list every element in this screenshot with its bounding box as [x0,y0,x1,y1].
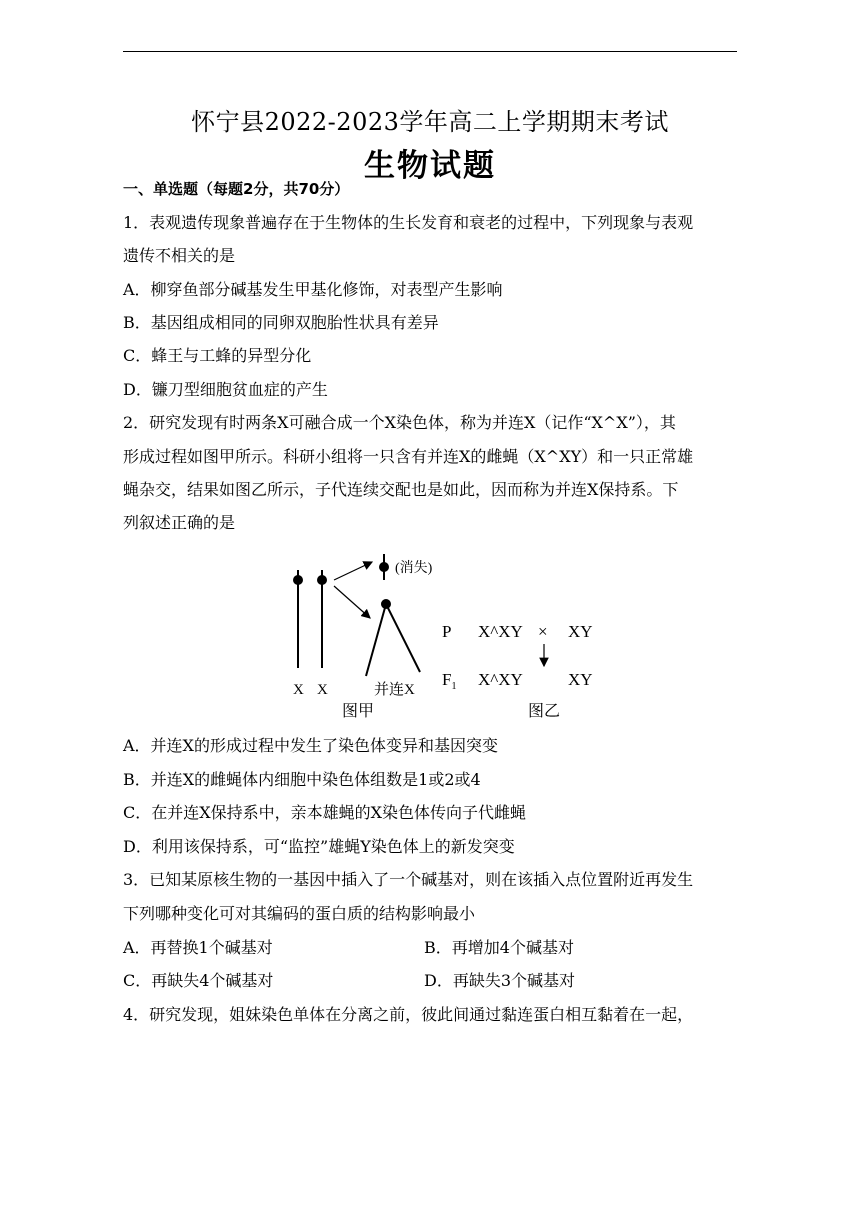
q3-option-c: C．再缺失4个碱基对 [123,971,274,990]
q2-stem-line4: 列叙述正确的是 [123,513,236,532]
q1-stem-line2: 遗传不相关的是 [123,246,236,265]
exam-title: 怀宁县2022-2023学年高二上学期期末考试 [191,108,669,136]
header-rule [123,51,737,52]
q3-option-a: A．再替换1个碱基对 [123,938,273,957]
p-female: X^XY [478,622,523,641]
attached-x-left [366,604,386,676]
q1-stem-line1: 1．表观遗传现象普遍存在于生物体的生长发育和衰老的过程中，下列现象与表观 [123,213,694,232]
q2-stem-line2: 形成过程如图甲所示。科研小组将一只含有并连X的雌蝇（X^XY）和一只正常雄 [123,447,694,466]
q2-option-d: D．利用该保持系，可“监控”雄蝇Y染色体上的新发突变 [123,837,515,856]
lost-centromere [379,562,389,572]
q2-stem-line3: 蝇杂交，结果如图乙所示，子代连续交配也是如此，因而称为并连X保持系。下 [123,480,679,499]
caption-figure-b: 图乙 [528,703,561,720]
attached-x-right [386,604,420,672]
q3-stem-line2: 下列哪种变化可对其编码的蛋白质的结构影响最小 [123,904,476,923]
attached-centromere [381,599,391,609]
q2-stem-line1: 2．研究发现有时两条X可融合成一个X染色体，称为并连X（记作“X^X”），其 [123,413,676,432]
q1-option-c: C．蜂王与工蜂的异型分化 [123,346,312,365]
centromere-x2 [317,575,327,585]
label-lost: (消失) [395,561,433,576]
label-x2: X [317,682,328,698]
p-male: XY [568,622,593,641]
section-heading: 一、单选题（每题2分，共70分） [123,180,350,198]
q3-option-d: D．再缺失3个碱基对 [424,971,576,990]
f1-label: $F_1$ [442,670,457,692]
f1-female: X^XY [478,670,523,689]
arrow-to-lost [334,562,372,580]
exam-subject: 生物试题 [364,148,496,184]
arrow-to-attached [334,586,370,618]
q2-figure [280,548,610,728]
caption-figure-a: 图甲 [342,703,375,720]
q3-option-b: B．再增加4个碱基对 [424,938,574,957]
q2-option-a: A．并连X的形成过程中发生了染色体变异和基因突变 [123,736,498,755]
p-label: P [442,622,452,641]
centromere-x1 [293,575,303,585]
cross-sign: × [538,622,548,641]
q1-option-a: A．柳穿鱼部分碱基发生甲基化修饰，对表型产生影响 [123,280,503,299]
q3-stem-line1: 3．已知某原核生物的一基因中插入了一个碱基对，则在该插入点位置附近再发生 [123,870,694,889]
q1-option-b: B．基因组成相同的同卵双胞胎性状具有差异 [123,313,439,332]
q2-option-c: C．在并连X保持系中，亲本雄蝇的X染色体传向子代雌蝇 [123,803,527,822]
q2-option-b: B．并连X的雌蝇体内细胞中染色体组数是1或2或4 [123,770,481,789]
q4-stem-line1: 4．研究发现，姐妹染色单体在分离之前，彼此间通过黏连蛋白相互黏着在一起， [123,1005,694,1024]
label-attached-x: 并连X [374,682,415,698]
f1-male: XY [568,670,593,689]
label-x1: X [293,682,304,698]
q1-option-d: D．镰刀型细胞贫血症的产生 [123,380,328,399]
